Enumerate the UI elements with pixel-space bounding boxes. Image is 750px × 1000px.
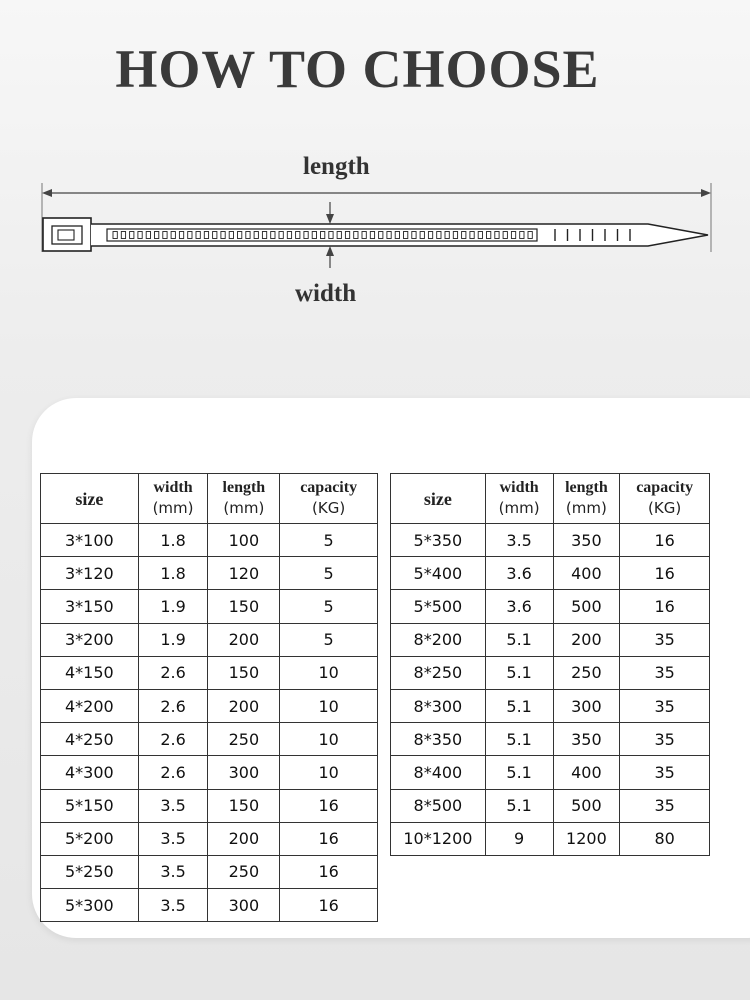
cell-size: 3*200 bbox=[41, 623, 139, 656]
cell-width: 1.9 bbox=[138, 590, 208, 623]
cell-width: 3.5 bbox=[138, 822, 208, 855]
table-row bbox=[391, 656, 710, 689]
header-size: size bbox=[391, 474, 486, 524]
cell-capacity: 10 bbox=[280, 723, 378, 756]
cell-length: 400 bbox=[553, 557, 620, 590]
table-row bbox=[391, 789, 710, 822]
cell-width: 5.1 bbox=[485, 789, 553, 822]
cell-capacity: 35 bbox=[620, 656, 710, 689]
cell-length: 200 bbox=[553, 623, 620, 656]
cell-capacity: 5 bbox=[280, 623, 378, 656]
width-label: width bbox=[295, 280, 357, 307]
cell-size: 8*250 bbox=[391, 656, 486, 689]
cell-width: 3.5 bbox=[138, 889, 208, 922]
table-row bbox=[391, 689, 710, 722]
cell-width: 5.1 bbox=[485, 723, 553, 756]
cell-capacity: 10 bbox=[280, 689, 378, 722]
table-row bbox=[391, 756, 710, 789]
cell-length: 200 bbox=[208, 689, 280, 722]
cell-length: 500 bbox=[553, 590, 620, 623]
cell-width: 3.5 bbox=[138, 789, 208, 822]
cell-capacity: 35 bbox=[620, 689, 710, 722]
cell-capacity: 16 bbox=[620, 524, 710, 557]
cell-length: 100 bbox=[208, 524, 280, 557]
table-row bbox=[391, 723, 710, 756]
table-row bbox=[41, 723, 378, 756]
table-row bbox=[391, 557, 710, 590]
cell-size: 8*350 bbox=[391, 723, 486, 756]
size-table-left bbox=[40, 473, 378, 922]
cell-size: 5*300 bbox=[41, 889, 139, 922]
cell-length: 150 bbox=[208, 789, 280, 822]
cell-width: 1.9 bbox=[138, 623, 208, 656]
cell-size: 5*500 bbox=[391, 590, 486, 623]
cell-capacity: 80 bbox=[620, 822, 710, 855]
tie-head-icon bbox=[43, 218, 91, 251]
cell-width: 3.5 bbox=[138, 855, 208, 888]
cell-capacity: 35 bbox=[620, 789, 710, 822]
cell-width: 9 bbox=[485, 822, 553, 855]
cell-capacity: 35 bbox=[620, 756, 710, 789]
header-capacity: capacity (KG) bbox=[280, 474, 378, 524]
cell-size: 5*150 bbox=[41, 789, 139, 822]
cell-size: 5*350 bbox=[391, 524, 486, 557]
cell-size: 3*100 bbox=[41, 524, 139, 557]
table-row bbox=[41, 656, 378, 689]
table-header-row bbox=[41, 474, 378, 524]
cell-length: 350 bbox=[553, 524, 620, 557]
cell-length: 250 bbox=[553, 656, 620, 689]
table-row bbox=[41, 590, 378, 623]
cell-width: 5.1 bbox=[485, 623, 553, 656]
cell-width: 3.5 bbox=[485, 524, 553, 557]
table-row bbox=[391, 623, 710, 656]
cell-capacity: 10 bbox=[280, 756, 378, 789]
table-row bbox=[41, 855, 378, 888]
header-width: width (mm) bbox=[138, 474, 208, 524]
table-row bbox=[41, 524, 378, 557]
cell-length: 500 bbox=[553, 789, 620, 822]
header-length: length (mm) bbox=[208, 474, 280, 524]
size-table-right bbox=[390, 473, 710, 856]
cell-capacity: 5 bbox=[280, 557, 378, 590]
page-title: HOW TO CHOOSE bbox=[115, 39, 600, 99]
cell-capacity: 16 bbox=[620, 557, 710, 590]
cell-size: 5*200 bbox=[41, 822, 139, 855]
table-row bbox=[41, 557, 378, 590]
table-header-row bbox=[391, 474, 710, 524]
tie-strap bbox=[91, 224, 708, 246]
cell-length: 350 bbox=[553, 723, 620, 756]
cell-length: 250 bbox=[208, 855, 280, 888]
cell-size: 3*120 bbox=[41, 557, 139, 590]
cell-capacity: 16 bbox=[280, 822, 378, 855]
table-row bbox=[41, 789, 378, 822]
cell-width: 5.1 bbox=[485, 689, 553, 722]
cell-width: 3.6 bbox=[485, 590, 553, 623]
cell-capacity: 35 bbox=[620, 723, 710, 756]
table-row bbox=[41, 756, 378, 789]
cell-width: 5.1 bbox=[485, 656, 553, 689]
cell-capacity: 16 bbox=[280, 855, 378, 888]
cell-capacity: 35 bbox=[620, 623, 710, 656]
cell-length: 300 bbox=[208, 756, 280, 789]
cell-width: 2.6 bbox=[138, 656, 208, 689]
cell-size: 4*150 bbox=[41, 656, 139, 689]
cell-capacity: 16 bbox=[280, 889, 378, 922]
cell-capacity: 10 bbox=[280, 656, 378, 689]
table-row bbox=[41, 822, 378, 855]
cell-size: 8*300 bbox=[391, 689, 486, 722]
cell-size: 8*200 bbox=[391, 623, 486, 656]
table-row bbox=[391, 822, 710, 855]
cell-size: 8*400 bbox=[391, 756, 486, 789]
cell-size: 4*300 bbox=[41, 756, 139, 789]
table-row bbox=[41, 689, 378, 722]
cell-capacity: 5 bbox=[280, 524, 378, 557]
cell-size: 4*250 bbox=[41, 723, 139, 756]
cell-width: 2.6 bbox=[138, 756, 208, 789]
table-row bbox=[41, 623, 378, 656]
cell-size: 4*200 bbox=[41, 689, 139, 722]
table-row bbox=[391, 524, 710, 557]
header-size: size bbox=[41, 474, 139, 524]
cell-length: 150 bbox=[208, 656, 280, 689]
cell-length: 200 bbox=[208, 822, 280, 855]
cell-width: 1.8 bbox=[138, 524, 208, 557]
header-capacity: capacity (KG) bbox=[620, 474, 710, 524]
cell-length: 300 bbox=[553, 689, 620, 722]
cell-size: 5*250 bbox=[41, 855, 139, 888]
cell-width: 5.1 bbox=[485, 756, 553, 789]
header-length: length (mm) bbox=[553, 474, 620, 524]
cell-width: 1.8 bbox=[138, 557, 208, 590]
length-label: length bbox=[303, 153, 370, 180]
cell-size: 5*400 bbox=[391, 557, 486, 590]
cell-capacity: 5 bbox=[280, 590, 378, 623]
cell-width: 2.6 bbox=[138, 689, 208, 722]
cell-width: 3.6 bbox=[485, 557, 553, 590]
cable-tie-diagram bbox=[0, 150, 750, 320]
cell-length: 1200 bbox=[553, 822, 620, 855]
header-width: width (mm) bbox=[485, 474, 553, 524]
cell-width: 2.6 bbox=[138, 723, 208, 756]
cell-length: 200 bbox=[208, 623, 280, 656]
cell-size: 10*1200 bbox=[391, 822, 486, 855]
cell-size: 8*500 bbox=[391, 789, 486, 822]
cell-length: 300 bbox=[208, 889, 280, 922]
cell-length: 250 bbox=[208, 723, 280, 756]
table-row bbox=[391, 590, 710, 623]
cell-size: 3*150 bbox=[41, 590, 139, 623]
table-row bbox=[41, 889, 378, 922]
cell-capacity: 16 bbox=[620, 590, 710, 623]
cell-length: 150 bbox=[208, 590, 280, 623]
cell-length: 120 bbox=[208, 557, 280, 590]
cell-length: 400 bbox=[553, 756, 620, 789]
cell-capacity: 16 bbox=[280, 789, 378, 822]
